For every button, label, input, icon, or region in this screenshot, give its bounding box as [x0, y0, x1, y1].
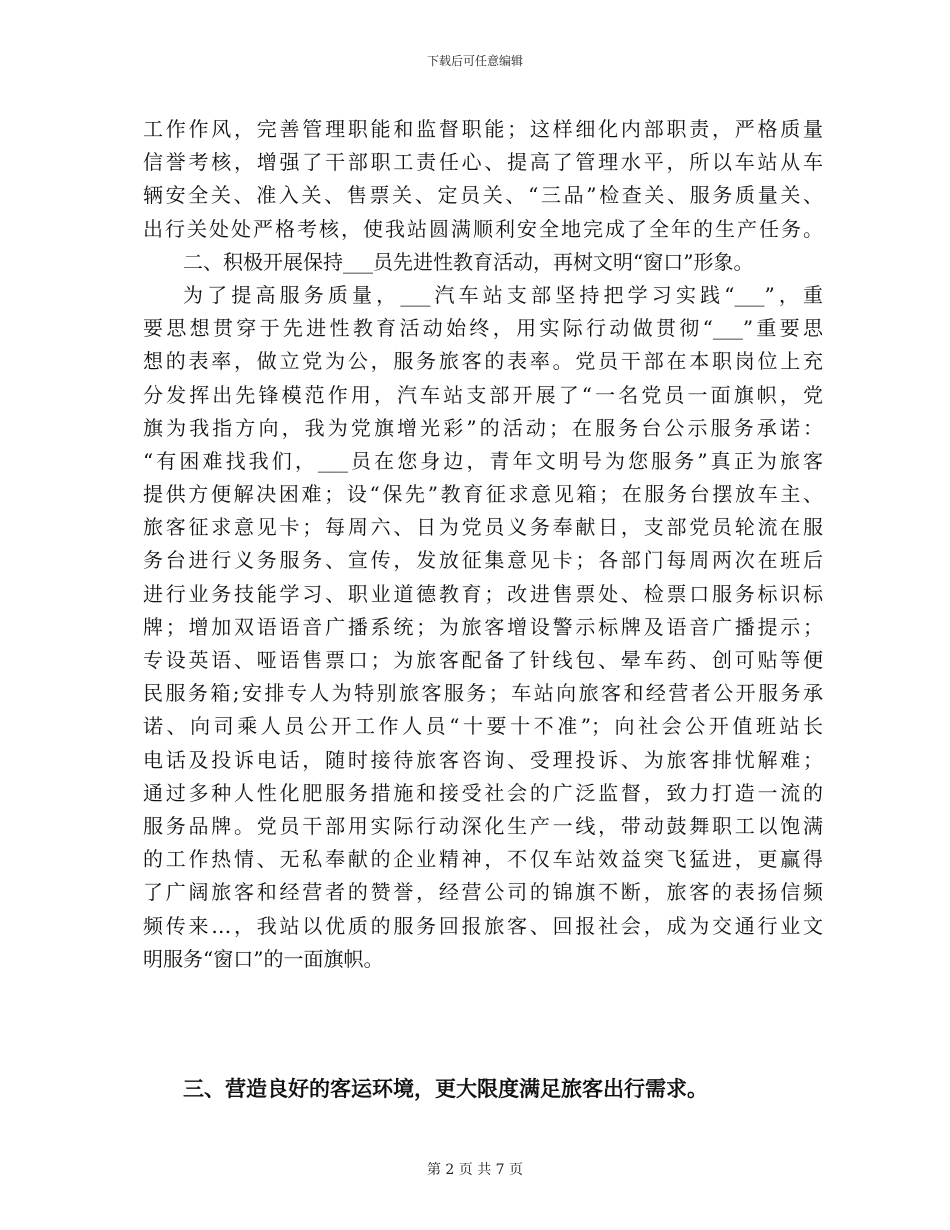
text-line: 电话及投诉电话，随时接待旅客咨询、受理投诉、为旅客排忧解难；: [143, 747, 823, 772]
section-three-heading: 三、营造良好的客运环境，更大限度满足旅客出行需求。: [183, 1076, 708, 1101]
text-line: 旗为我指方向，我为党旗增光彩”的活动；在服务台公示服务承诺：: [143, 415, 823, 440]
text-line: 进行业务技能学习、职业道德教育；改进售票处、检票口服务标识标: [143, 581, 823, 606]
page-header: 下载后可任意编辑: [426, 54, 523, 68]
text-line: 辆安全关、准入关、售票关、定员关、“三品”检查关、服务质量关、: [143, 183, 823, 208]
text-line: 通过多种人性化肥服务措施和接受社会的广泛监督，致力打造一流的: [143, 780, 823, 805]
text-line: 务台进行义务服务、宣传，发放征集意见卡；各部门每周两次在班后: [143, 548, 823, 573]
text-line: 旅客征求意见卡；每周六、日为党员义务奉献日，支部党员轮流在服: [143, 515, 823, 540]
page-number: 第 2 页 共 7 页: [426, 1162, 524, 1178]
text-line: “有困难找我们，___员在您身边，青年文明号为您服务”真正为旅客: [143, 448, 823, 473]
text-line: 诺、向司乘人员公开工作人员“十要十不准”；向社会公开值班站长: [143, 714, 823, 739]
text-line: 工作作风，完善管理职能和监督职能；这样细化内部职责，严格质量: [143, 117, 823, 141]
text-line: 提供方便解决困难；设“保先”教育征求意见箱；在服务台摆放车主、: [143, 482, 823, 507]
text-line: 想的表率，做立党为公，服务旅客的表率。党员干部在本职岗位上充: [143, 349, 823, 374]
text-line: 频传来…，我站以优质的服务回报旅客、回报社会，成为交通行业文: [143, 913, 823, 938]
text-line: 明服务“窗口”的一面旗帜。: [143, 946, 384, 971]
text-line: 民服务箱;安排专人为特别旅客服务；车站向旅客和经营者公开服务承: [143, 681, 823, 706]
text-line: 的工作热情、无私奉献的企业精神，不仅车站效益突飞猛进，更赢得: [143, 847, 823, 872]
text-line: 要思想贯穿于先进性教育活动始终，用实际行动做贯彻“___”重要思: [143, 316, 823, 341]
text-line: 信誉考核，增强了干部职工责任心、提高了管理水平，所以车站从车: [143, 150, 823, 175]
text-line: 出行关处处严格考核，使我站圆满顺利安全地完成了全年的生产任务。: [143, 216, 823, 241]
text-line: 牌；增加双语语音广播系统；为旅客增设警示标牌及语音广播提示；: [143, 614, 823, 639]
text-line: 了广阔旅客和经营者的赞誉，经营公司的锦旗不断，旅客的表扬信频: [143, 880, 823, 905]
text-line: 为了提高服务质量，___汽车站支部坚持把学习实践“___”，重: [183, 282, 823, 307]
text-line: 服务品牌。党员干部用实际行动深化生产一线，带动鼓舞职工以饱满: [143, 813, 823, 838]
document-body: [143, 113, 823, 976]
text-line: 专设英语、哑语售票口；为旅客配备了针线包、晕车药、创可贴等便: [143, 648, 823, 672]
text-line: 分发挥出先锋模范作用，汽车站支部开展了“一名党员一面旗帜，党: [143, 382, 823, 407]
section-two-heading: 二、积极开展保持___员先进性教育活动，再树文明“窗口”形象。: [183, 249, 754, 274]
